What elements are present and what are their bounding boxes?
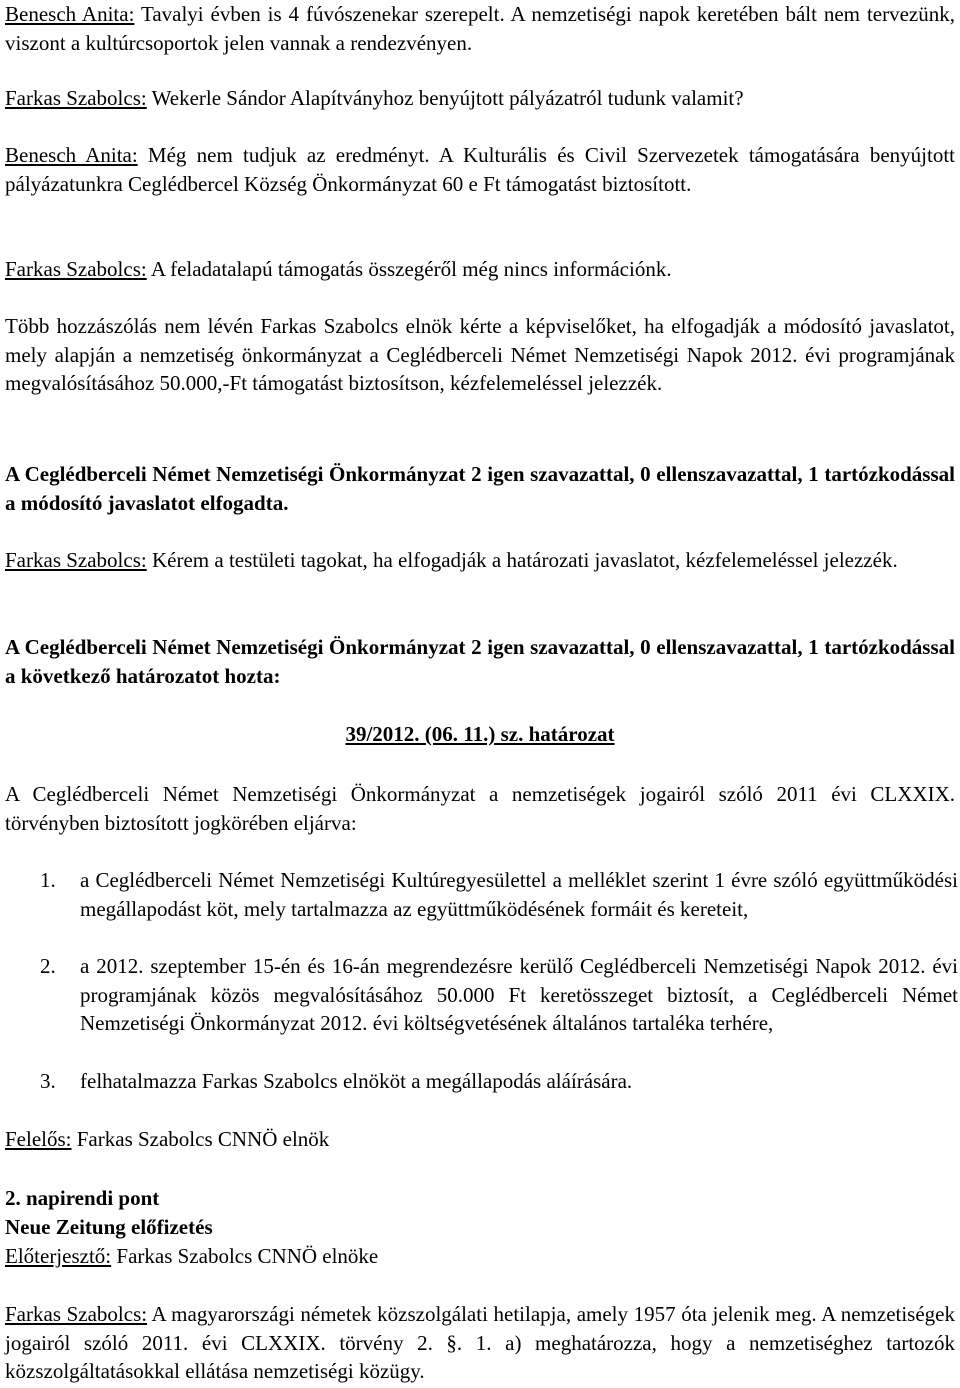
agenda-point: 2. napirendi pont [5, 1186, 160, 1210]
speaker-name: Benesch Anita: [5, 2, 135, 26]
list-text: felhatalmazza Farkas Szabolcs elnököt a megállapodás aláírására. [80, 1069, 633, 1093]
paragraph-text: Kérem a testületi tagokat, ha elfogadják a határozati javaslatot, kézfelemeléssel jelezzék. [146, 548, 898, 572]
paragraph-text: Még nem tudjuk az eredményt. A Kulturális és Civil Szervezetek támogatására benyújtott pályázatunkra Ceglédbercel Község Önkormányzat 60 e Ft támogatást biztosított. [5, 143, 955, 196]
paragraph-farkas-1 [5, 84, 955, 113]
paragraph-farkas-3 [5, 546, 955, 575]
presenter-label: Előterjesztő: [5, 1244, 112, 1268]
agenda-title: Neue Zeitung előfizetés [5, 1215, 213, 1239]
responsible-line [5, 1125, 955, 1154]
resolution-title: 39/2012. (06. 11.) sz. határozat [345, 722, 615, 746]
responsible-value: Farkas Szabolcs CNNÖ elnök [71, 1127, 330, 1151]
vote-result-1 [5, 460, 955, 517]
speaker-name: Farkas Szabolcs: [5, 257, 147, 281]
responsible-label: Felelős: [5, 1127, 72, 1151]
resolution-intro: A Ceglédberceli Német Nemzetiségi Önkormányzat a nemzetiségek jogairól szóló 2011 évi CLXXIX. törvényben biztosított jogkörében eljárva: [5, 782, 955, 835]
list-number: 1. [40, 868, 56, 892]
paragraph-motion [5, 312, 955, 398]
speaker-name: Benesch Anita: [5, 143, 138, 167]
paragraph-text: Wekerle Sándor Alapítványhoz benyújtott pályázatról tudunk valamit? [146, 86, 744, 110]
list-number: 3. [40, 1069, 56, 1093]
presenter-value: Farkas Szabolcs CNNÖ elnöke [111, 1244, 379, 1268]
paragraph-benesch-1 [5, 0, 955, 57]
presenter-line [5, 1242, 955, 1271]
paragraph-benesch-2 [5, 141, 955, 198]
list-text: a Ceglédberceli Német Nemzetiségi Kultúregyesülettel a melléklet szerint 1 évre szóló együttműködési megállapodást köt, mely tartalmazza az együttműködésének formáit és kereteit, [80, 868, 958, 921]
speaker-name: Farkas Szabolcs: [5, 86, 147, 110]
vote-result-2 [5, 633, 955, 690]
paragraph-farkas-2 [5, 255, 955, 284]
paragraph-farkas-4 [5, 1300, 955, 1386]
speaker-name: Farkas Szabolcs: [5, 1302, 148, 1326]
speaker-name: Farkas Szabolcs: [5, 548, 147, 572]
list-number: 2. [40, 954, 56, 978]
paragraph-text: Tavalyi évben is 4 fúvószenekar szerepelt. A nemzetiségi napok keretében bált nem tervezünk, viszont a kultúrcsoportok jelen vannak a rendezvényen. [5, 2, 955, 55]
list-text: a 2012. szeptember 15-én és 16-án megrendezésre kerülő Ceglédberceli Nemzetiségi Napok 2012. évi programjának közös megvalósításához 50.000 Ft keretösszeget biztosít, a Ceglédberceli Német Nemzetiségi Önkormányzat 2012. évi költségvetésének általános tartaléka terhére, [80, 954, 958, 1035]
paragraph-text: A feladatalapú támogatás összegéről még nincs információnk. [146, 257, 672, 281]
vote-text: A Ceglédberceli Német Nemzetiségi Önkormányzat 2 igen szavazattal, 0 ellenszavazattal, 1 tartózkodással a következő határozatot hozta: [5, 635, 955, 688]
paragraph-text: A magyarországi németek közszolgálati hetilapja, amely 1957 óta jelenik meg. A nemzetiségek jogairól szóló 2011. évi CLXXIX. törvény 2. §. 1. a) meghatározza, hogy a nemzetiséghez tartozók közszolgáltatásokkal ellátása nemzetiségi közügy. [5, 1302, 955, 1383]
paragraph-text: Több hozzászólás nem lévén Farkas Szabolcs elnök kérte a képviselőket, ha elfogadják a módosító javaslatot, mely alapján a nemzetiség önkormányzat a Ceglédberceli Német Nemzetiségi Napok 2012. évi programjának megvalósításához 50.000,-Ft támogatást biztosítson, kézfelemeléssel jelezzék. [5, 314, 955, 395]
vote-text: A Ceglédberceli Német Nemzetiségi Önkormányzat 2 igen szavazattal, 0 ellenszavazattal, 1 tartózkodással a módosító javaslatot elfogadta. [5, 462, 955, 515]
